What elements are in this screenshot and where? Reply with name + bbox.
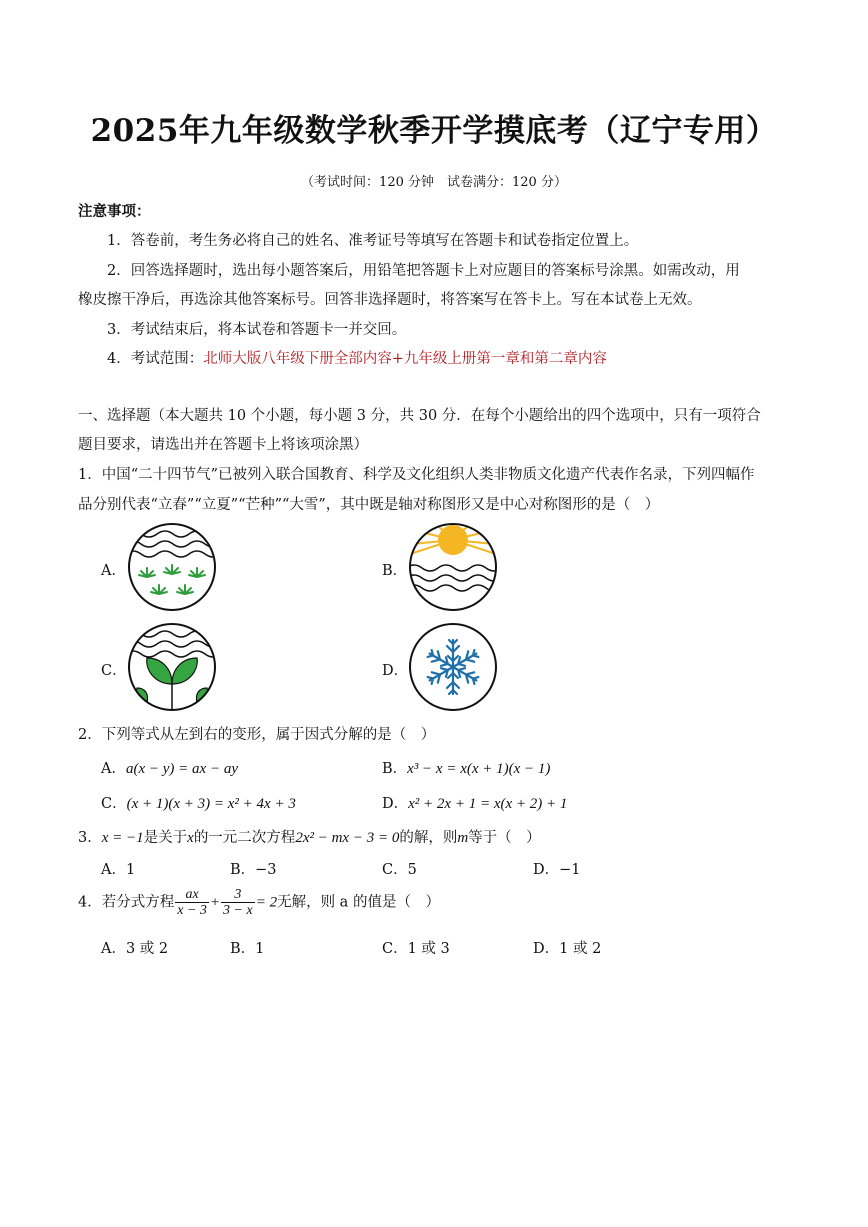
q2-option-d: [382, 792, 567, 813]
q1-option-b-label: B．: [382, 563, 408, 579]
q3-condition: x = −1: [101, 830, 144, 846]
q2-option-d-label: D．: [382, 796, 409, 812]
q4-rhs: = 2: [255, 894, 278, 911]
q3-option-a: A．1: [101, 862, 136, 878]
q3-var-m: m: [457, 830, 469, 846]
q4-fraction-2: [221, 887, 255, 918]
q3-equation: 2x² − mx − 3 = 0: [295, 830, 400, 846]
q3-number: 3．: [78, 830, 102, 846]
q2-option-a: [101, 757, 238, 778]
question-1-stem-line-1: 1．中国“二十四节气”已被列入联合国教育、科学及文化组织人类非物质文化遗产代表作名录，下列四幅作: [78, 467, 755, 483]
notice-item-2-line-2: 橡皮擦干净后，再选涂其他答案标号。回答非选择题时，将答案写在答卡上。写在本试卷上无效。: [78, 292, 702, 308]
daxue-snowflake-icon: [406, 622, 500, 712]
q1-option-c-label: C．: [101, 663, 127, 679]
mangzhong-sprout-icon: [125, 622, 219, 712]
q1-option-a-label: A．: [101, 563, 126, 579]
q4-option-a: A．3 或 2: [101, 941, 169, 957]
q2-option-c-label: C．: [101, 796, 127, 812]
q1-option-d-label: D．: [382, 663, 409, 679]
notice-item-1: 1．答卷前，考生务必将自己的姓名、准考证号等填写在答题卡和试卷指定位置上。: [107, 233, 639, 249]
q4-fraction-2-numerator: 3: [221, 887, 255, 903]
q2-option-b-label: B．: [382, 761, 408, 777]
q3-text-3: 的解，则: [399, 830, 458, 846]
q2-option-d-text: x² + 2x + 1 = x(x + 2) + 1: [408, 796, 568, 812]
exam-info: （考试时间：120 分钟 试卷满分：120 分）: [301, 175, 567, 190]
q2-option-c: [101, 792, 296, 813]
q3-option-c: C．5: [382, 862, 417, 878]
exam-scope: 北师大版八年级下册全部内容+九年级上册第一章和第二章内容: [203, 351, 607, 367]
notice-item-4: [107, 347, 607, 368]
q4-plus: +: [209, 894, 221, 911]
q3-text-2: 的一元二次方程: [193, 830, 296, 846]
q4-suffix: 无解，则 a 的值是（ ）: [277, 894, 440, 911]
q2-option-c-text: (x + 1)(x + 3) = x² + 4x + 3: [126, 796, 296, 812]
q3-var-x: x: [187, 830, 194, 846]
q2-option-a-label: A．: [101, 761, 126, 777]
question-1-stem-line-2: 品分别代表“立春”“立夏”“芒种”“大雪”，其中既是轴对称图形又是中心对称图形的是（ ）: [78, 497, 660, 513]
notice-heading: 注意事项：: [78, 203, 151, 220]
q4-fraction-1-denominator: x − 3: [177, 903, 207, 918]
question-4-stem: [78, 887, 440, 918]
q4-fraction-2-denominator: 3 − x: [223, 903, 253, 918]
lichun-grass-icon: [125, 522, 219, 612]
q3-text-4: 等于（ ）: [468, 830, 541, 846]
q4-option-b: B．1: [230, 941, 265, 957]
lixia-sun-icon: [406, 522, 500, 612]
q4-fraction-1: [175, 887, 209, 918]
notice-item-2-line-1: 2．回答选择题时，选出每小题答案后，用铅笔把答题卡上对应题目的答案标号涂黑。如需改动，用: [107, 263, 740, 279]
q3-text-1: 是关于: [143, 830, 188, 846]
page-title: 2025年九年级数学秋季开学摸底考（辽宁专用）: [90, 113, 778, 149]
question-2-stem: 2．下列等式从左到右的变形，属于因式分解的是（ ）: [78, 727, 436, 743]
q2-option-b-text: x³ − x = x(x + 1)(x − 1): [407, 761, 551, 777]
q3-option-d: D．−1: [533, 862, 581, 878]
notice-item-4-prefix: 4．考试范围：: [107, 351, 204, 367]
q4-fraction-1-numerator: ax: [175, 887, 209, 903]
q4-prefix: 4．若分式方程: [78, 894, 175, 911]
q2-option-b: [382, 757, 550, 778]
q3-option-b: B．−3: [230, 862, 277, 878]
section-heading-line-1: 一、选择题（本大题共 10 个小题，每小题 3 分，共 30 分．在每个小题给出的四个选项中，只有一项符合: [78, 408, 761, 424]
q4-option-d: D．1 或 2: [533, 941, 602, 957]
q2-option-a-text: a(x − y) = ax − ay: [125, 761, 238, 777]
q4-option-c: C．1 或 3: [382, 941, 450, 957]
section-heading-line-2: 题目要求，请选出并在答题卡上将该项涂黑）: [78, 437, 368, 453]
notice-item-3: 3．考试结束后，将本试卷和答题卡一并交回。: [107, 322, 407, 338]
question-3-stem: [78, 826, 541, 847]
